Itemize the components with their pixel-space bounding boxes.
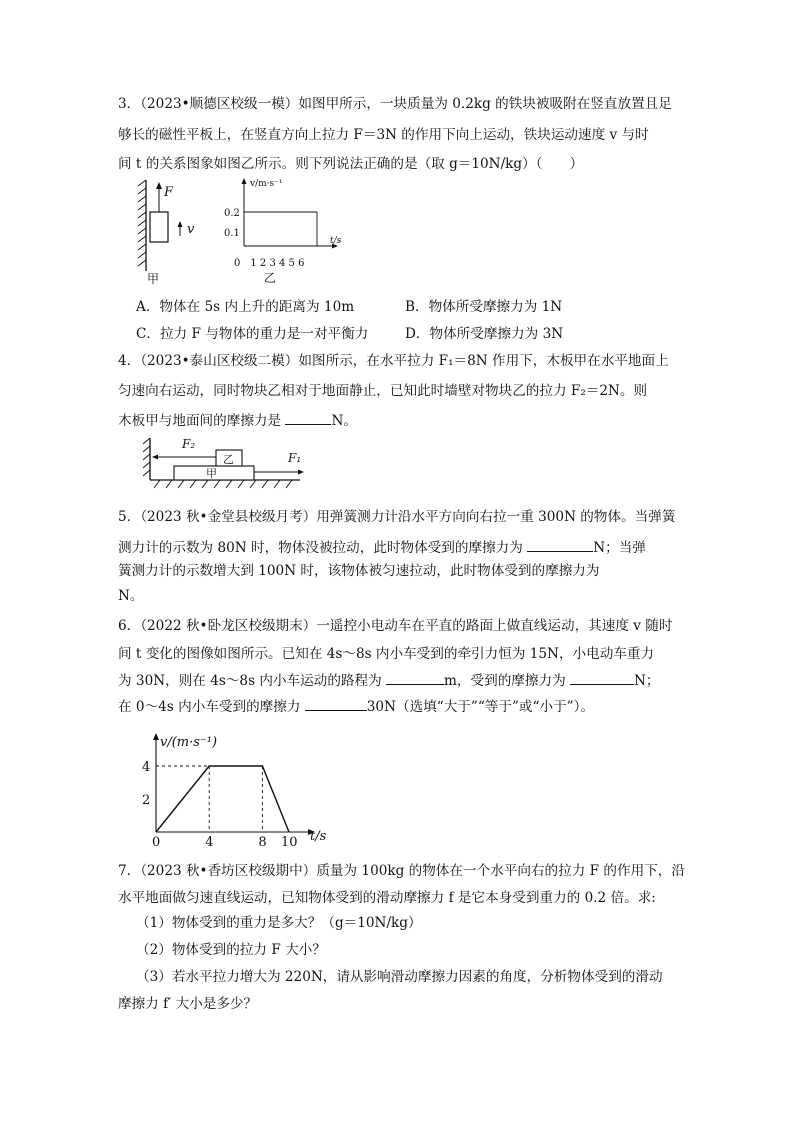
chart-ylabel: v/(m·s⁻¹): [160, 735, 218, 750]
option-d[interactable]: D．物体所受摩擦力为 3N: [405, 326, 564, 342]
q3-ylabel: v/m·s⁻¹: [250, 179, 283, 189]
q6-line-3: 为 30N，则在 4s～8s 内小车运动的路程为 m，受到的摩擦力为 N；: [118, 670, 660, 690]
board-jia-label: 甲: [206, 467, 217, 480]
q6-answer-blank-2[interactable]: [570, 670, 634, 685]
figure-jia-caption: 甲: [147, 272, 160, 286]
figure-yi-caption: 乙: [264, 271, 277, 285]
force-label-f1: F₁: [288, 451, 302, 465]
q6-line-4: 在 0～4s 内小车受到的摩擦力 30N（选填“大于”“等于”或“小于”）。: [118, 696, 594, 716]
q5-line-1: 5．（2023 秋•金堂县校级月考）用弹簧测力计沿水平方向向右拉一重 300N 的物体。当弹簧: [118, 509, 676, 525]
q6-velocity-time-chart: [138, 728, 338, 850]
chart-xtick-8: 8: [258, 835, 267, 850]
block-yi-label: 乙: [223, 453, 234, 466]
q4-line-2: 匀速向右运动，同时物块乙相对于地面静止，已知此时墙壁对物块乙的拉力 F₂＝2N。则: [118, 383, 648, 399]
force-label-f: F: [164, 185, 174, 200]
chart-xtick-0: 0: [152, 835, 161, 850]
chart-series-v: [156, 766, 289, 832]
chart-xtick-10: 10: [281, 835, 298, 850]
q3-line-1: 3．（2023•顺德区校级一模）如图甲所示，一块质量为 0.2kg 的铁块被吸附在竖直放置且足: [118, 96, 672, 112]
q5-line-3: 簧测力计的示数增大到 100N 时，该物体被匀速拉动，此时物体受到的摩擦力为: [118, 563, 600, 579]
q3-ytick-0.2: 0.2: [224, 208, 240, 219]
force-label-f2: F₂: [182, 437, 196, 451]
q4-line-1: 4．（2023•泰山区校级二模）如图所示，在水平拉力 F₁＝8N 作用下，木板甲在水平地面上: [118, 353, 669, 369]
q5-answer-blank-1[interactable]: [527, 537, 593, 552]
chart-xlabel: t/s: [310, 829, 327, 844]
q3-ytick-0.1: 0.1: [224, 228, 240, 239]
velocity-label-v: v: [187, 222, 195, 237]
chart-ytick-2: 2: [142, 793, 151, 808]
option-a[interactable]: A．物体在 5s 内上升的距离为 10m: [136, 299, 355, 315]
q7-line-2: 水平地面做匀速直线运动，已知物体受到的滑动摩擦力 f 是它本身受到重力的 0.2 倍。求:: [118, 890, 656, 906]
q4-answer-blank[interactable]: [285, 410, 331, 425]
option-b[interactable]: B．物体所受摩擦力为 1N: [405, 299, 563, 315]
iron-block: [150, 212, 168, 242]
q7-line-1: 7．（2023 秋•香坊区校级期中）质量为 100kg 的物体在一个水平向右的拉力 F 的作用下，沿: [118, 863, 685, 879]
option-c[interactable]: C．拉力 F 与物体的重力是一对平衡力: [136, 326, 369, 342]
q4-line-3: 木板甲与地面间的摩擦力是 N。: [118, 410, 357, 430]
q6-answer-blank-1[interactable]: [386, 670, 444, 685]
q6-answer-blank-3[interactable]: [305, 696, 367, 711]
q7-sub-3-cont: 摩擦力 f′ 大小是多少？: [118, 996, 258, 1012]
chart-xtick-4: 4: [205, 835, 214, 850]
q3-xlabel: t/s: [330, 236, 342, 246]
q7-sub-3: （3）若水平拉力增大为 220N，请从影响滑动摩擦力因素的角度，分析物体受到的滑动: [136, 969, 663, 985]
q6-line-2: 间 t 变化的图像如图所示。已知在 4s～8s 内小车受到的牵引力恒为 15N，小电动车重力: [118, 646, 655, 662]
q4-figure: [140, 436, 310, 494]
chart-ytick-4: 4: [142, 760, 151, 775]
q3-figure-yi: [222, 174, 352, 286]
q5-line-4: N。: [118, 588, 144, 604]
q7-sub-2: （2）物体受到的拉力 F 大小？: [136, 942, 326, 958]
q3-xticks: 0 1 2 3 4 5 6: [234, 258, 305, 269]
q7-sub-1: （1）物体受到的重力是多大？（g＝10N/kg）: [136, 915, 422, 931]
q3-line-3: 间 t 的关系图象如图乙所示。则下列说法正确的是（取 g＝10N/kg）（ ）: [118, 156, 584, 172]
q5-line-2: 测力计的示数为 80N 时，物体没被拉动，此时物体受到的摩擦力为 N；当弹: [118, 537, 646, 557]
q3-figure-jia: [134, 176, 214, 286]
q3-line-2: 够长的磁性平板上，在竖直方向上拉力 F＝3N 的作用下向上运动，铁块运动速度 v 与时: [118, 127, 649, 143]
q6-line-1: 6．（2022 秋•卧龙区校级期末）一遥控小电动车在平直的路面上做直线运动，其速度 v 随时: [118, 618, 673, 634]
